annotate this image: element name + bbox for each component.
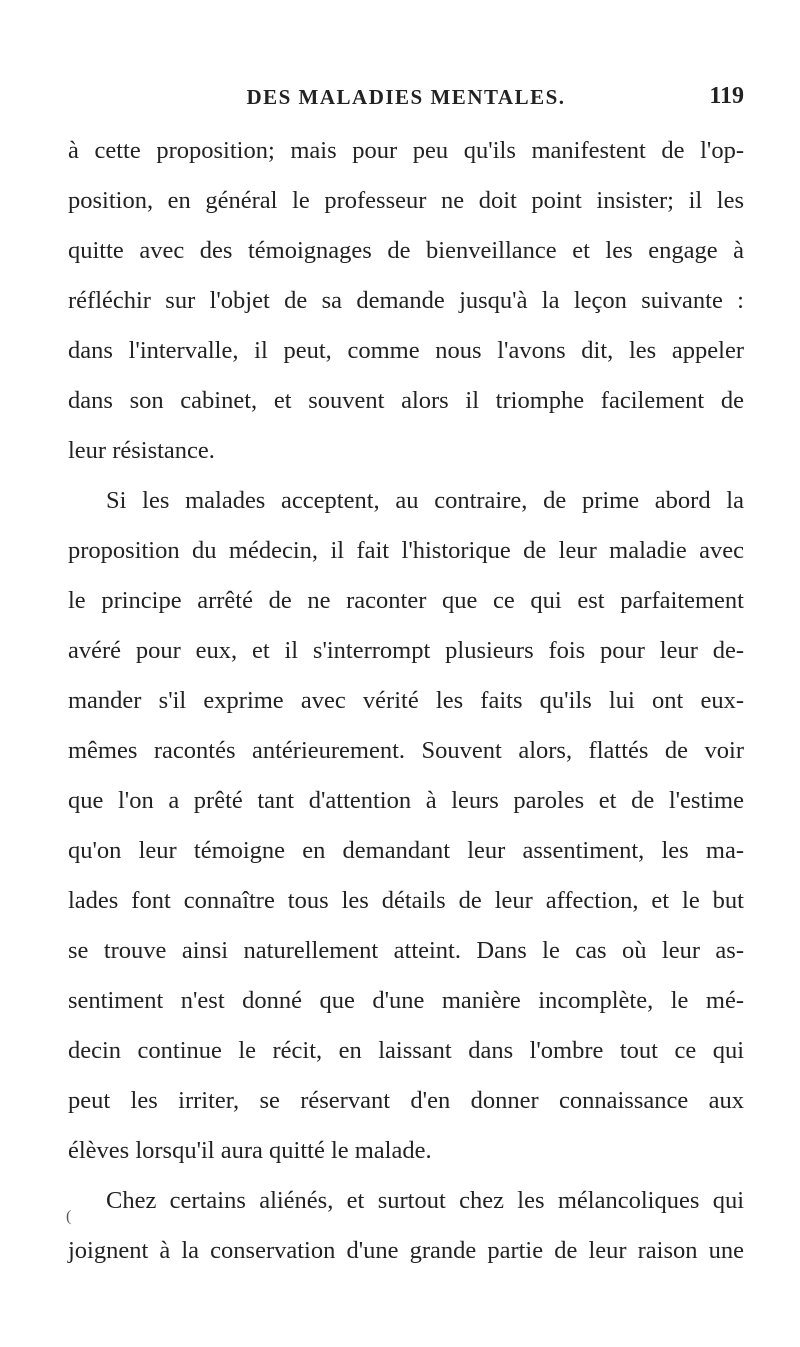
text-line: quitte avec des témoignages de bienveillance et les engage à [68, 237, 744, 264]
body-text [68, 126, 744, 1276]
running-header [68, 85, 744, 117]
text-line: dans son cabinet, et souvent alors il triomphe facilement de [68, 387, 744, 414]
text-line: avéré pour eux, et il s'interrompt plusieurs fois pour leur de- [68, 637, 744, 664]
text-line: lades font connaître tous les détails de leur affection, et le but [68, 887, 744, 914]
text-line: le principe arrêté de ne raconter que ce qui est parfaitement [68, 587, 744, 614]
text-line: joignent à la conservation d'une grande partie de leur raison une [68, 1237, 744, 1264]
text-line: position, en général le professeur ne doit point insister; il les [68, 187, 744, 214]
text-line: mêmes racontés antérieurement. Souvent alors, flattés de voir [68, 737, 744, 764]
text-line: que l'on a prêté tant d'attention à leurs paroles et de l'estime [68, 787, 744, 814]
page-number: 119 [709, 83, 744, 109]
page-mark: ( [66, 1208, 72, 1225]
text-line: peut les irriter, se réservant d'en donner connaissance aux [68, 1087, 744, 1114]
text-line: proposition du médecin, il fait l'historique de leur maladie avec [68, 537, 744, 564]
text-line: élèves lorsqu'il aura quitté le malade. [68, 1137, 432, 1164]
text-line: à cette proposition; mais pour peu qu'ils manifestent de l'op- [68, 137, 744, 164]
paragraph-start-line: Chez certains aliénés, et surtout chez les mélancoliques qui [106, 1187, 744, 1214]
text-line: qu'on leur témoigne en demandant leur assentiment, les ma- [68, 837, 744, 864]
text-line: se trouve ainsi naturellement atteint. Dans le cas où leur as- [68, 937, 744, 964]
paragraph-start-line: Si les malades acceptent, au contraire, de prime abord la [106, 487, 744, 514]
text-line: réfléchir sur l'objet de sa demande jusqu'à la leçon suivante : [68, 287, 744, 314]
text-line: leur résistance. [68, 437, 215, 464]
text-line: dans l'intervalle, il peut, comme nous l'avons dit, les appeler [68, 337, 744, 364]
text-line: decin continue le récit, en laissant dans l'ombre tout ce qui [68, 1037, 744, 1064]
running-title: DES MALADIES MENTALES. [246, 85, 566, 109]
text-line: mander s'il exprime avec vérité les faits qu'ils lui ont eux- [68, 687, 744, 714]
text-line: sentiment n'est donné que d'une manière incomplète, le mé- [68, 987, 744, 1014]
